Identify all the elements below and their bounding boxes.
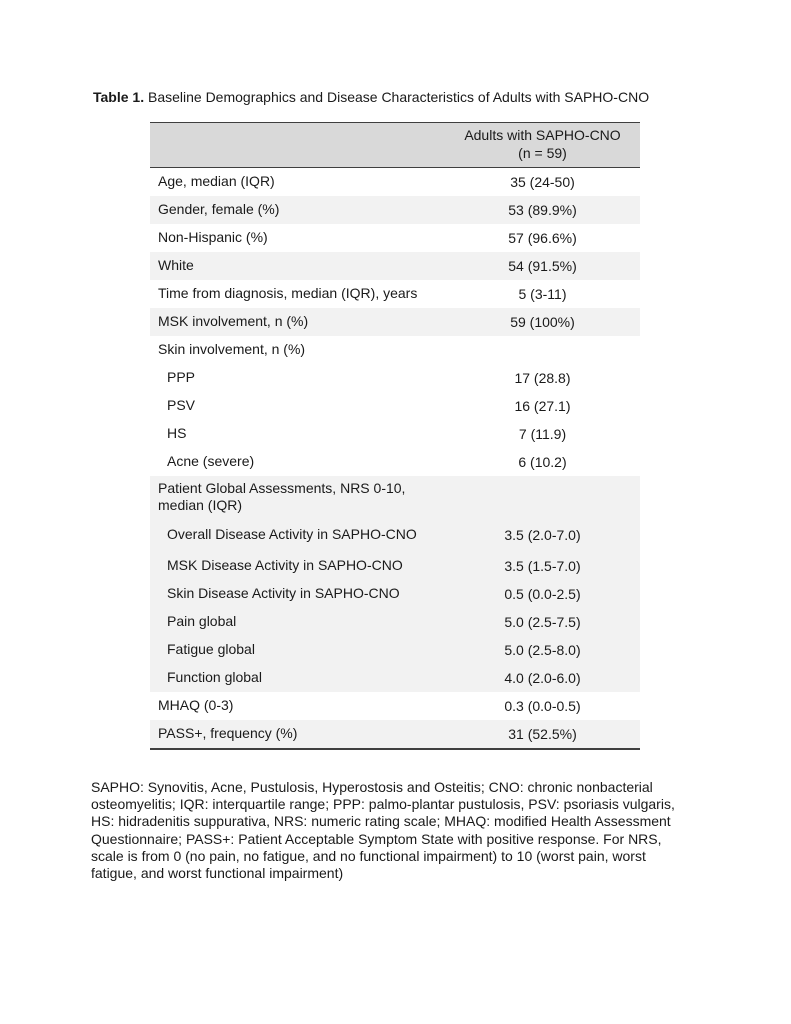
row-value: 5.0 (2.5-8.0) — [504, 642, 581, 658]
row-value: 5.0 (2.5-7.5) — [504, 614, 581, 630]
row-value: 7 (11.9) — [518, 426, 567, 442]
table-title — [93, 90, 649, 105]
row-value: 57 (96.6%) — [508, 230, 577, 246]
row-value: 4.0 (2.0-6.0) — [504, 670, 581, 686]
table-section-skin-involvement — [150, 336, 640, 364]
row-label: PSV — [167, 397, 196, 414]
row-value: 3.5 (1.5-7.0) — [504, 558, 581, 574]
table-row-function-global — [150, 664, 640, 692]
row-value: 3.5 (2.0-7.0) — [504, 527, 581, 543]
footnote-line: scale is from 0 (no pain, no fatigue, and no functional impairment) to 10 (worst pain, worst — [91, 847, 646, 864]
table-row-mhaq — [150, 692, 640, 720]
table-row-psv — [150, 392, 640, 420]
table-section-patient-global-assessments — [150, 476, 640, 518]
footnote-line: HS: hidradenitis suppurativa, NRS: numeric rating scale; MHAQ: modified Health Assessment — [91, 813, 671, 830]
row-label: PASS+, frequency (%) — [158, 725, 298, 742]
footnote-line: Questionnaire; PASS+: Patient Acceptable Symptom State with positive response. For NRS, — [91, 830, 662, 847]
row-label: MSK Disease Activity in SAPHO-CNO — [167, 557, 403, 574]
table-title-caption: Baseline Demographics and Disease Characteristics of Adults with SAPHO-CNO — [144, 89, 650, 105]
footnote-line: SAPHO: Synovitis, Acne, Pustulosis, Hyperostosis and Osteitis; CNO: chronic nonbacterial — [91, 779, 653, 795]
row-value: 17 (28.8) — [514, 370, 571, 386]
table-row-msk-disease-activity — [150, 552, 640, 580]
demographics-table — [150, 122, 640, 750]
table-footnote — [91, 779, 731, 882]
row-label: Pain global — [167, 613, 237, 630]
table-row-age — [150, 168, 640, 196]
table-row-skin-disease-activity — [150, 580, 640, 608]
header-value-cell — [445, 123, 640, 167]
row-label: Age, median (IQR) — [158, 173, 275, 190]
table-row-ethnicity — [150, 224, 640, 252]
row-label: MHAQ (0-3) — [158, 697, 234, 714]
table-row-msk-involvement — [150, 308, 640, 336]
row-label: Overall Disease Activity in SAPHO-CNO — [167, 526, 417, 543]
row-label: Time from diagnosis, median (IQR), years — [158, 285, 418, 302]
table-row-overall-disease-activity — [150, 518, 640, 552]
table-row-gender — [150, 196, 640, 224]
row-value: 5 (3-11) — [518, 286, 567, 302]
table-row-ppp — [150, 364, 640, 392]
row-label: MSK involvement, n (%) — [158, 313, 309, 330]
row-label: HS — [167, 425, 187, 442]
table-row-pain-global — [150, 608, 640, 636]
table-row-pass — [150, 720, 640, 748]
row-label: Gender, female (%) — [158, 201, 280, 218]
row-value: 35 (24-50) — [510, 174, 575, 190]
header-cohort-n: (n = 59) — [518, 145, 567, 161]
row-label: PPP — [167, 369, 196, 386]
row-value: 0.5 (0.0-2.5) — [504, 586, 581, 602]
table-title-number: Table 1. — [93, 89, 145, 105]
row-label: Function global — [167, 669, 262, 686]
table-row-hs — [150, 420, 640, 448]
row-value: 16 (27.1) — [514, 398, 571, 414]
table-row-time-from-diagnosis — [150, 280, 640, 308]
row-value: 59 (100%) — [510, 314, 575, 330]
row-label: Skin Disease Activity in SAPHO-CNO — [167, 585, 400, 602]
section-label: Patient Global Assessments, NRS 0-10, median (IQR) — [158, 479, 406, 513]
row-value: 54 (91.5%) — [508, 258, 577, 274]
row-value: 53 (89.9%) — [508, 202, 577, 218]
table-header-row — [150, 123, 640, 168]
header-cohort-label: Adults with SAPHO-CNO — [464, 127, 621, 144]
section-label: Skin involvement, n (%) — [158, 341, 306, 358]
footnote-line: osteomyelitis; IQR: interquartile range; PPP: palmo-plantar pustulosis, PSV: psoriasis vulgaris, — [91, 796, 675, 813]
table-row-fatigue-global — [150, 636, 640, 664]
footnote-line: fatigue, and worst functional impairment) — [91, 865, 344, 882]
row-label: Fatigue global — [167, 641, 255, 658]
table-row-race — [150, 252, 640, 280]
table-row-acne — [150, 448, 640, 476]
row-value: 0.3 (0.0-0.5) — [504, 698, 581, 714]
row-label: Acne (severe) — [167, 453, 255, 470]
row-value: 6 (10.2) — [518, 454, 567, 470]
row-value: 31 (52.5%) — [508, 726, 577, 742]
row-label: White — [158, 257, 194, 274]
row-label: Non-Hispanic (%) — [158, 229, 268, 246]
